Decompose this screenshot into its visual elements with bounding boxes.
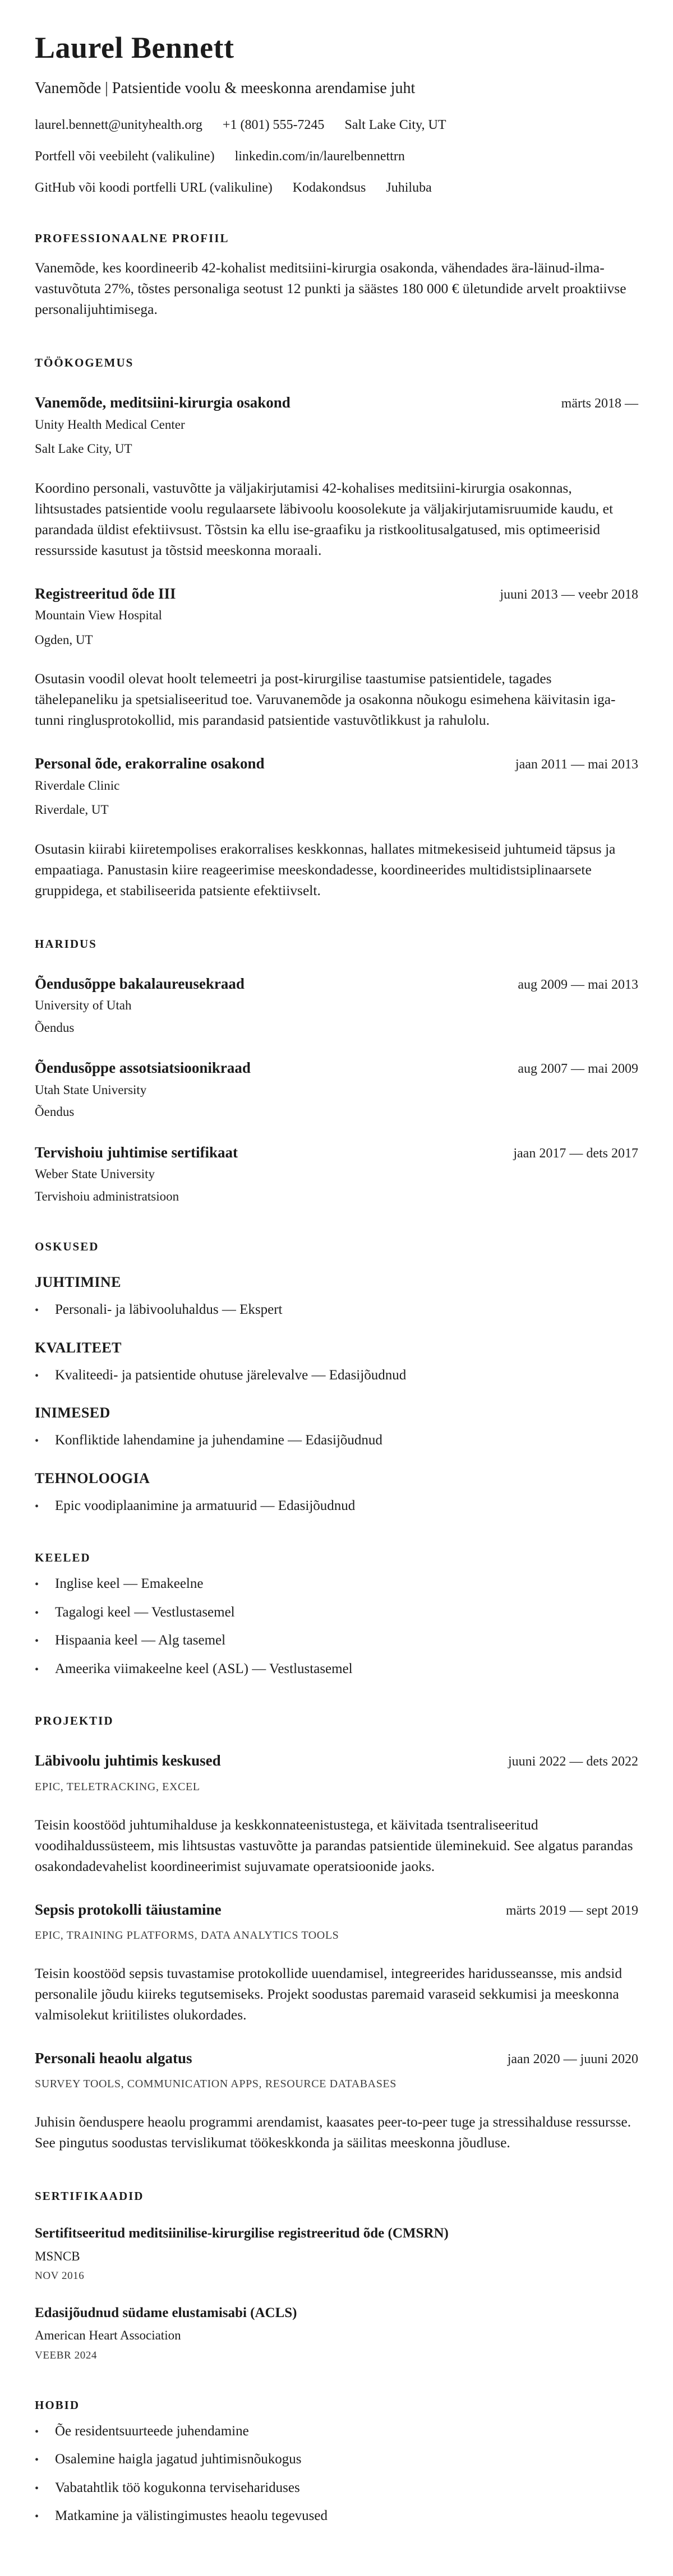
project-description: Teisin koostööd sepsis tuvastamise protokollide uuendamisel, integreerides haridusseansse, mis andsid personalile jõudu kiireks tegutsemiseks. Projekt soodustas paremaid varaseid sekkumisi ja meeskonna valmisolekut kriitilistes olukordades. [35,1965,623,2023]
project-dates: märts 2019 — sept 2019 [506,1903,638,1918]
project-tools: EPIC, TELETRACKING, EXCEL [35,1780,200,1793]
project-description: Juhisin õenduspere heaolu programmi arendamist, kaasates peer-to-peer tuge ja stressihalduse ressursse. See pingutus soodustas tervislikumat töökeskkonda ja säilitas meeskonna jõudluse. [35,2114,631,2151]
list-item [35,1660,638,1679]
list-item [35,1604,638,1622]
section-heading-languages: KEELED [35,1551,91,1565]
job-header [35,754,638,772]
school-name: Weber State University [35,1167,155,1182]
skill-group-name: TEHNOLOOGIA [35,1470,150,1486]
project-dates: jaan 2020 — juuni 2020 [507,2052,638,2067]
skill-group-name: INIMESED [35,1405,110,1421]
job-description: Osutasin voodil olevat hoolt telemeetri ja post-kirurgilise taastumise patsientidele, tagades tähelepaneliku ja spetsialiseeritud toe. Varuvanemõde ja osakonna nõukogu esimehena käivitasin iga-tunni ringlusprotokollid, mis parandasid patsientide vastuvõtlikkust ja rahulolu. [35,670,616,729]
job-title: Vanemõde, meditsiini-kirurgia osakond [35,394,291,411]
section-heading-education: HARIDUS [35,937,97,951]
skill-group-name: JUHTIMINE [35,1274,121,1291]
drivers-license-text: Juhiluba [386,180,432,195]
section-hobbies [35,2398,638,2526]
bullet-icon: • [35,1663,39,1676]
degree-title: Õendusõppe bakalaureusekraad [35,975,245,992]
education-header [35,975,638,993]
job-dates: juuni 2013 — veebr 2018 [500,587,638,602]
section-profile [35,231,638,320]
phone-text: +1 (801) 555-7245 [222,117,325,132]
contact-row [35,117,638,133]
field-of-study: Õendus [35,1020,75,1035]
certification-date: NOV 2016 [35,2270,85,2282]
section-heading-certifications: SERTIFIKAADID [35,2189,144,2203]
language-item-label: Tagalogi keel — Vestlustasemel [55,1604,235,1620]
github-placeholder-text: GitHub või koodi portfelli URL (valikuline) [35,180,273,195]
project-title: Sepsis protokolli täiustamine [35,1901,222,1918]
degree-title: Õendusõppe assotsiatsioonikraad [35,1059,251,1077]
section-heading-skills: OSKUSED [35,1240,99,1254]
job-location: Riverdale, UT [35,803,109,817]
bullet-icon: • [35,1578,39,1591]
hobby-list [35,2422,638,2526]
education-header [35,1059,638,1077]
bullet-icon: • [35,1304,39,1317]
list-item [35,2479,638,2498]
bullet-icon: • [35,1635,39,1648]
education-entry [35,1059,638,1120]
citizenship-text: Kodakondsus [292,180,366,195]
list-item [35,2422,638,2441]
resume-header [35,31,638,196]
job-description: Koordino personali, vastuvõtte ja väljakirjutamisi 42-kohalises meditsiini-kirurgia osakonnas, lihtsustades patsientide voolu regulaarsete läbivoolu koosolekute ja väljakirjutamisruumide kaudu, et parandada üldist efektiivsust. Tõstsin ka ellu ise-graafiku ja ristkoolitusalgatused, mis optimeerisid ressursside kasutust ja tõstsid meeskonna moraali. [35,479,614,558]
person-name: Laurel Bennett [35,31,234,64]
bullet-icon: • [35,1500,39,1513]
language-list [35,1575,638,1678]
skill-item-label: Konfliktide lahendamine ja juhendamine — Edasijõudnud [55,1433,382,1448]
list-item [35,1431,638,1450]
contact-row [35,149,638,165]
section-experience [35,356,638,901]
job-dates: jaan 2011 — mai 2013 [515,757,638,772]
skill-list [35,1301,638,1319]
education-header [35,1143,638,1161]
certification-title: Sertifitseeritud meditsiinilise-kirurgilise registreeritud õde (CMSRN) [35,2226,449,2241]
certification-issuer: American Heart Association [35,2328,181,2343]
bullet-icon: • [35,2482,39,2495]
list-item [35,1575,638,1593]
certification-entry [35,2304,638,2362]
project-entry [35,2049,638,2153]
bullet-icon: • [35,1435,39,1448]
certification-date: VEEBR 2024 [35,2349,98,2361]
bullet-icon: • [35,2425,39,2438]
list-item [35,1301,638,1319]
project-tools: SURVEY TOOLS, COMMUNICATION APPS, RESOURCE DATABASES [35,2078,397,2091]
section-heading-projects: PROJEKTID [35,1714,114,1728]
profile-summary-text: Vanemõde, kes koordineerib 42-kohalist meditsiini-kirurgia osakonda, vähendades ära-läinud-ilma-vastuvõtuta 27%, tõstes personaliga seotust 12 punkti ja säästes 180 000 € ületundide arvelt proaktiivse personalijuhtimisega. [35,260,626,318]
job-entry [35,754,638,901]
school-name: Utah State University [35,1082,147,1097]
job-location: Salt Lake City, UT [35,442,132,456]
job-title: Personal õde, erakorraline osakond [35,755,265,772]
hobby-item-label: Vabatahtlik töö kogukonna tervisehariduses [55,2480,300,2495]
project-entry [35,1752,638,1877]
contact-block [35,117,638,196]
project-title: Personali heaolu algatus [35,2050,192,2067]
email-text: laurel.bennett@unityhealth.org [35,117,202,132]
portfolio-placeholder-text: Portfell või veebileht (valikuline) [35,149,215,164]
skill-group [35,1470,638,1516]
language-item-label: Inglise keel — Emakeelne [55,1576,204,1592]
list-item [35,1632,638,1650]
job-entry [35,585,638,731]
job-entry [35,393,638,560]
project-header [35,2049,638,2067]
skill-list [35,1366,638,1385]
certification-issuer: MSNCB [35,2249,80,2263]
education-entry [35,1143,638,1204]
certification-entry [35,2225,638,2283]
hobby-item-label: Matkamine ja välistingimustes heaolu tegevused [55,2508,328,2524]
skill-item-label: Epic voodiplaanimine ja armatuurid — Edasijõudnud [55,1498,356,1513]
job-title: Registreeritud õde III [35,585,176,602]
job-location: Ogden, UT [35,632,93,647]
skill-list [35,1497,638,1516]
job-header [35,393,638,411]
field-of-study: Tervishoiu administratsioon [35,1189,179,1203]
skill-group [35,1274,638,1319]
hobby-item-label: Õe residentsuurteede juhendamine [55,2423,249,2439]
language-item-label: Ameerika viimakeelne keel (ASL) — Vestlustasemel [55,1661,353,1676]
job-dates: märts 2018 — [561,396,638,411]
bullet-icon: • [35,2454,39,2467]
project-description: Teisin koostööd juhtumihalduse ja keskkonnateenistustega, et käivitada tsentraliseeritud voodihaldussüsteem, mis lihtsustas vastuvõtte ja parandas patsientide üleminekuid. See algatus parandas osakondadevahelist koordineerimist sujuvamate operatsioonide jaoks. [35,1816,633,1874]
hobby-item-label: Osalemine haigla jagatud juhtimisnõukogus [55,2452,302,2467]
bullet-icon: • [35,2510,39,2523]
section-languages [35,1551,638,1678]
degree-title: Tervishoiu juhtimise sertifikaat [35,1143,238,1161]
job-company: Riverdale Clinic [35,778,120,793]
job-description: Osutasin kiirabi kiiretempolises erakorralises keskkonnas, hallates mitmekesiseid juhtumeid täpsus ja empaatiaga. Panustasin kiire reageerimise meeskondadesse, koordineerides multidistsiplinaarsete gruppidega, et stabiliseerida patsiente efektiivselt. [35,840,616,898]
school-name: University of Utah [35,998,132,1013]
project-tools: EPIC, TRAINING PLATFORMS, DATA ANALYTICS TOOLS [35,1929,339,1942]
project-dates: juuni 2022 — dets 2022 [508,1754,638,1769]
person-headline: Vanemõde | Patsientide voolu & meeskonna arendamise juht [35,80,416,98]
section-heading-profile: PROFESSIONAALNE PROFIIL [35,231,229,245]
job-header [35,585,638,603]
education-entry [35,975,638,1036]
field-of-study: Õendus [35,1105,75,1119]
education-dates: aug 2009 — mai 2013 [518,977,638,992]
section-education [35,937,638,1204]
project-entry [35,1901,638,2026]
list-item [35,1366,638,1385]
education-dates: jaan 2017 — dets 2017 [513,1146,638,1161]
skill-item-label: Kvaliteedi- ja patsientide ohutuse järelevalve — Edasijõudnud [55,1367,407,1383]
project-header [35,1901,638,1919]
section-heading-hobbies: HOBID [35,2398,80,2412]
bullet-icon: • [35,1606,39,1619]
bullet-icon: • [35,1369,39,1382]
skill-group [35,1405,638,1450]
job-company: Mountain View Hospital [35,608,162,623]
education-dates: aug 2007 — mai 2009 [518,1062,638,1077]
location-text: Salt Lake City, UT [344,117,446,132]
list-item [35,1497,638,1516]
skill-group-name: KVALITEET [35,1339,122,1356]
list-item [35,2507,638,2526]
section-certifications [35,2189,638,2362]
section-skills [35,1240,638,1515]
job-company: Unity Health Medical Center [35,417,185,432]
project-title: Läbivoolu juhtimis keskused [35,1752,221,1769]
certification-title: Edasijõudnud südame elustamisabi (ACLS) [35,2305,297,2320]
language-item-label: Hispaania keel — Alg tasemel [55,1633,226,1648]
project-header [35,1752,638,1769]
section-projects [35,1714,638,2153]
linkedin-text: linkedin.com/in/laurelbennettrn [234,149,405,164]
contact-row [35,180,638,196]
skill-item-label: Personali- ja läbivooluhaldus — Ekspert [55,1302,283,1318]
list-item [35,2450,638,2469]
skill-list [35,1431,638,1450]
section-heading-experience: TÖÖKOGEMUS [35,356,134,370]
skill-group [35,1340,638,1385]
